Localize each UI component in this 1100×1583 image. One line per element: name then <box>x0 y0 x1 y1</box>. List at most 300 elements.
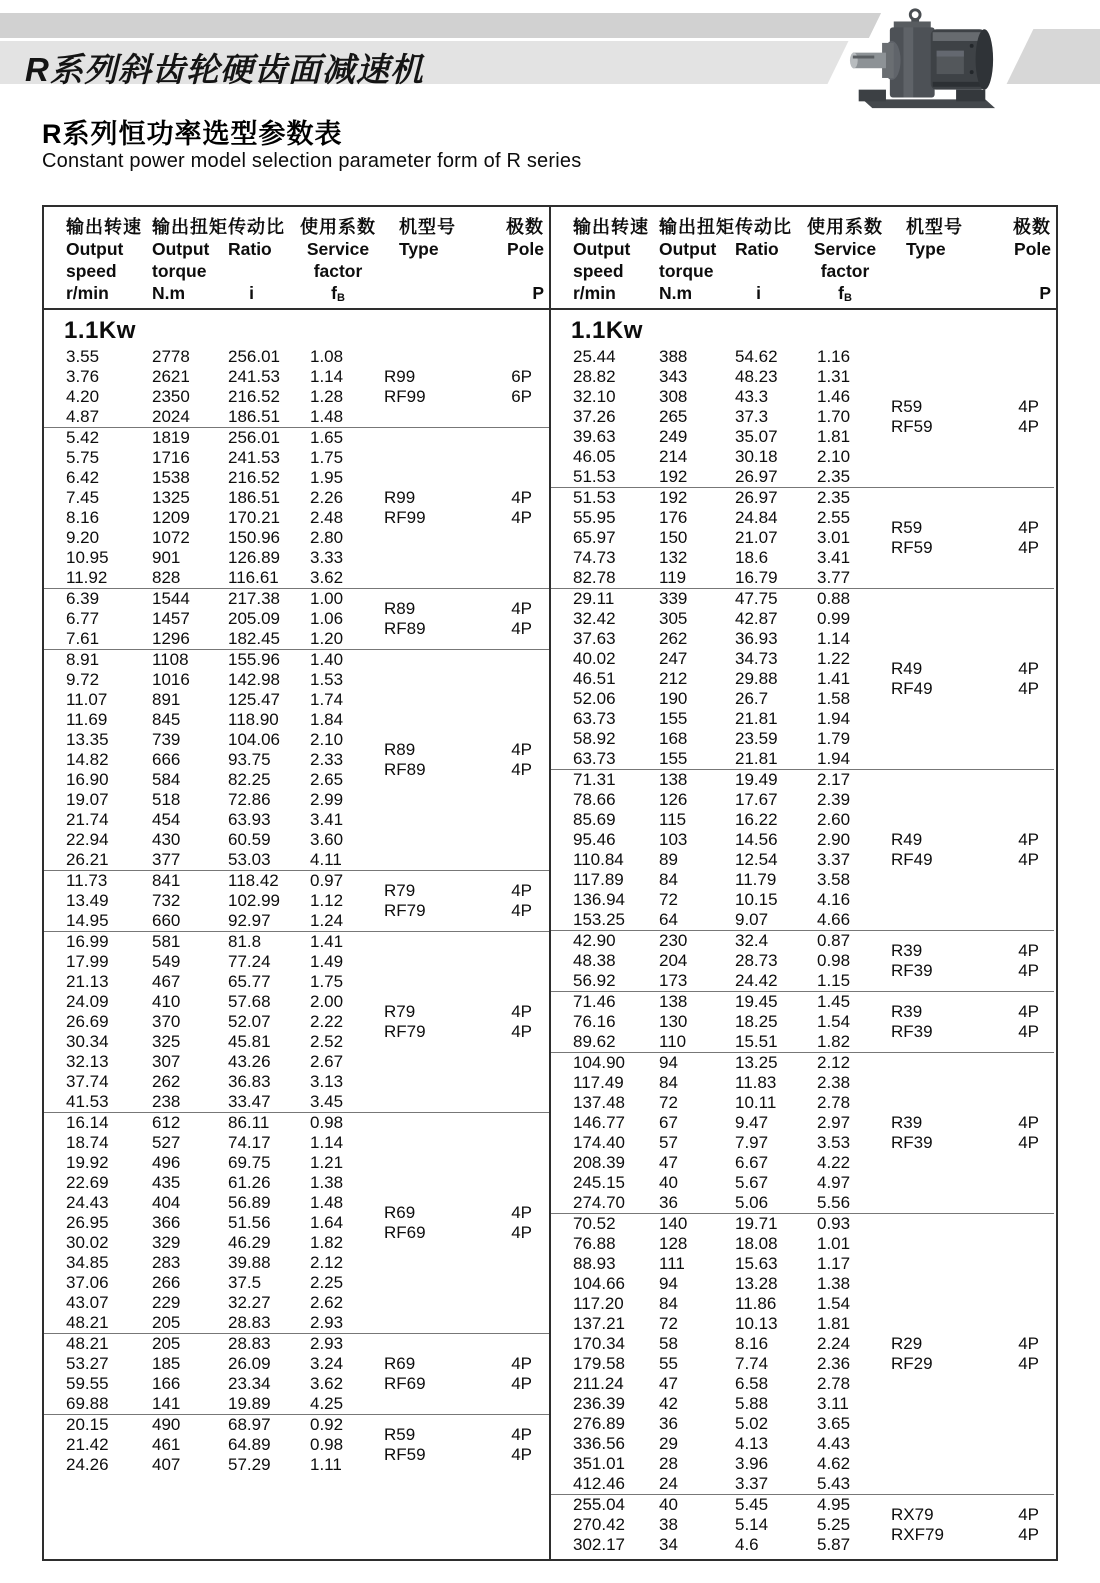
table-section <box>44 931 549 1112</box>
cell-speed: 137.21 <box>573 1314 625 1333</box>
cell-torque: 377 <box>152 850 181 869</box>
cell-ratio: 16.22 <box>735 810 778 829</box>
cell-speed: 26.95 <box>66 1213 109 1232</box>
pole-labels: 4P 4P <box>511 740 532 779</box>
cell-factor: 2.97 <box>817 1113 851 1132</box>
cell-factor: 2.93 <box>310 1313 344 1332</box>
cell-factor: 3.24 <box>310 1354 344 1373</box>
cell-ratio: 216.52 <box>228 468 280 487</box>
cell-ratio: 17.67 <box>735 790 778 809</box>
table-section <box>551 487 1054 588</box>
cell-torque: 28 <box>659 1454 678 1473</box>
cell-torque: 141 <box>152 1394 181 1413</box>
cell-ratio: 68.97 <box>228 1415 271 1434</box>
cell-speed: 117.49 <box>573 1073 624 1092</box>
cell-factor: 2.60 <box>817 810 851 829</box>
cell-ratio: 64.89 <box>228 1435 271 1454</box>
cell-factor: 5.25 <box>817 1515 851 1534</box>
table-header-left <box>44 207 549 308</box>
cell-ratio: 155.96 <box>228 650 280 669</box>
cell-torque: 262 <box>659 629 688 648</box>
cell-speed: 11.92 <box>66 568 108 587</box>
cell-speed: 16.90 <box>66 770 109 789</box>
cell-torque: 126 <box>659 790 688 809</box>
cell-torque: 168 <box>659 729 688 748</box>
cell-ratio: 63.93 <box>228 810 271 829</box>
cell-ratio: 23.34 <box>228 1374 271 1393</box>
cell-ratio: 217.38 <box>228 589 280 608</box>
table-section <box>551 769 1054 930</box>
cell-torque: 584 <box>152 770 181 789</box>
cell-factor: 1.06 <box>310 609 344 628</box>
cell-torque: 29 <box>659 1434 678 1453</box>
cell-torque: 1072 <box>152 528 190 547</box>
cell-factor: 3.41 <box>310 810 344 829</box>
cell-factor: 1.14 <box>310 367 344 386</box>
type-labels: R39 RF39 <box>891 1002 933 1041</box>
cell-speed: 58.92 <box>573 729 616 748</box>
cell-factor: 1.31 <box>817 367 851 386</box>
cell-factor: 0.99 <box>817 609 851 628</box>
cell-factor: 1.54 <box>817 1294 851 1313</box>
cell-ratio: 93.75 <box>228 750 271 769</box>
cell-torque: 1716 <box>152 448 190 467</box>
type-labels: R89 RF89 <box>384 740 426 779</box>
cell-factor: 3.77 <box>817 568 851 587</box>
cell-factor: 2.62 <box>310 1293 344 1312</box>
table-section <box>551 1052 1054 1213</box>
cell-ratio: 13.28 <box>735 1274 778 1293</box>
cell-factor: 1.08 <box>310 347 344 366</box>
cell-factor: 1.38 <box>310 1173 344 1192</box>
cell-speed: 43.07 <box>66 1293 109 1312</box>
cell-torque: 40 <box>659 1495 678 1514</box>
cell-ratio: 32.4 <box>735 931 769 950</box>
cell-torque: 549 <box>152 952 181 971</box>
cell-factor: 1.81 <box>817 1314 851 1333</box>
cell-factor: 2.26 <box>310 488 344 507</box>
cell-torque: 47 <box>659 1153 678 1172</box>
cell-speed: 11.69 <box>66 710 108 729</box>
table-section <box>44 1112 549 1333</box>
cell-factor: 5.56 <box>817 1193 851 1212</box>
cell-factor: 1.48 <box>310 1193 344 1212</box>
cell-torque: 238 <box>152 1092 181 1111</box>
cell-factor: 1.12 <box>310 891 344 910</box>
cell-torque: 192 <box>659 467 688 486</box>
cell-speed: 56.92 <box>573 971 616 990</box>
cell-factor: 2.24 <box>817 1334 851 1353</box>
cell-torque: 64 <box>659 910 678 929</box>
cell-ratio: 42.87 <box>735 609 778 628</box>
type-labels: R99 RF99 <box>384 488 426 527</box>
cell-ratio: 256.01 <box>228 347 280 366</box>
cell-ratio: 82.25 <box>228 770 271 789</box>
cell-speed: 52.06 <box>573 689 616 708</box>
cell-ratio: 33.47 <box>228 1092 271 1111</box>
cell-factor: 2.12 <box>817 1053 851 1072</box>
header-col-pole: 极数 Pole P <box>506 217 544 303</box>
cell-ratio: 6.58 <box>735 1374 769 1393</box>
cell-speed: 25.44 <box>573 347 616 366</box>
cell-torque: 410 <box>152 992 181 1011</box>
cell-factor: 4.97 <box>817 1173 851 1192</box>
cell-ratio: 86.11 <box>228 1113 270 1132</box>
cell-speed: 236.39 <box>573 1394 625 1413</box>
cell-speed: 110.84 <box>573 850 624 869</box>
cell-factor: 3.33 <box>310 548 344 567</box>
cell-factor: 1.24 <box>310 911 344 930</box>
cell-factor: 1.01 <box>817 1234 851 1253</box>
cell-torque: 119 <box>659 568 687 587</box>
cell-speed: 302.17 <box>573 1535 625 1554</box>
cell-factor: 1.46 <box>817 387 851 406</box>
banner-strip-right <box>1007 29 1100 84</box>
cell-speed: 48.21 <box>66 1334 109 1353</box>
cell-speed: 6.39 <box>66 589 100 608</box>
header-col-type: 机型号 Type <box>399 217 456 259</box>
cell-ratio: 28.73 <box>735 951 778 970</box>
cell-torque: 612 <box>152 1113 181 1132</box>
cell-ratio: 45.81 <box>228 1032 271 1051</box>
cell-torque: 891 <box>152 690 181 709</box>
cell-ratio: 118.90 <box>228 710 279 729</box>
cell-torque: 841 <box>152 871 181 890</box>
cell-speed: 20.15 <box>66 1415 109 1434</box>
pole-labels: 4P 4P <box>511 1354 532 1393</box>
cell-speed: 53.27 <box>66 1354 109 1373</box>
cell-ratio: 57.68 <box>228 992 271 1011</box>
cell-speed: 65.97 <box>573 528 616 547</box>
cell-factor: 5.43 <box>817 1474 851 1493</box>
cell-factor: 2.99 <box>310 790 344 809</box>
cell-speed: 24.43 <box>66 1193 109 1212</box>
table-section <box>551 991 1054 1052</box>
cell-speed: 37.74 <box>66 1072 109 1091</box>
cell-torque: 407 <box>152 1455 181 1474</box>
cell-speed: 34.85 <box>66 1253 109 1272</box>
cell-factor: 4.43 <box>817 1434 851 1453</box>
cell-ratio: 11.83 <box>735 1073 777 1092</box>
cell-speed: 51.53 <box>573 467 616 486</box>
table-section <box>44 870 549 931</box>
cell-torque: 130 <box>659 1012 688 1031</box>
cell-speed: 412.46 <box>573 1474 625 1493</box>
cell-torque: 214 <box>659 447 688 466</box>
cell-ratio: 170.21 <box>228 508 280 527</box>
cell-speed: 7.45 <box>66 488 100 507</box>
type-labels: R89 RF89 <box>384 599 426 638</box>
cell-factor: 2.10 <box>817 447 851 466</box>
cell-torque: 34 <box>659 1535 678 1554</box>
cell-ratio: 36.93 <box>735 629 778 648</box>
cell-speed: 351.01 <box>573 1454 625 1473</box>
cell-ratio: 26.09 <box>228 1354 271 1373</box>
cell-ratio: 11.79 <box>735 870 777 889</box>
cell-ratio: 47.75 <box>735 589 778 608</box>
cell-factor: 5.87 <box>817 1535 851 1554</box>
cell-ratio: 32.27 <box>228 1293 271 1312</box>
cell-factor: 2.78 <box>817 1374 851 1393</box>
cell-speed: 26.69 <box>66 1012 109 1031</box>
cell-factor: 1.54 <box>817 1012 851 1031</box>
cell-speed: 276.89 <box>573 1414 625 1433</box>
power-rating-label: 1.1Kw <box>64 317 136 344</box>
pole-labels: 4P 4P <box>1018 397 1039 436</box>
cell-ratio: 72.86 <box>228 790 271 809</box>
table-section <box>44 649 549 870</box>
type-labels: R69 RF69 <box>384 1354 426 1393</box>
cell-factor: 1.75 <box>310 448 344 467</box>
pole-labels: 4P 4P <box>1018 518 1039 557</box>
cell-factor: 3.62 <box>310 1374 344 1393</box>
cell-torque: 2350 <box>152 387 190 406</box>
cell-factor: 0.98 <box>817 951 851 970</box>
cell-ratio: 57.29 <box>228 1455 271 1474</box>
cell-speed: 13.35 <box>66 730 109 749</box>
cell-factor: 3.60 <box>310 830 344 849</box>
cell-speed: 270.42 <box>573 1515 625 1534</box>
pole-labels: 4P 4P <box>511 1425 532 1464</box>
header-col-factor: 使用系数 Service factor fB <box>807 217 883 304</box>
cell-speed: 63.73 <box>573 709 616 728</box>
cell-torque: 138 <box>659 770 688 789</box>
cell-torque: 1209 <box>152 508 190 527</box>
cell-torque: 1016 <box>152 670 190 689</box>
cell-factor: 1.64 <box>310 1213 344 1232</box>
cell-factor: 2.67 <box>310 1052 344 1071</box>
cell-speed: 32.10 <box>573 387 616 406</box>
cell-factor: 1.41 <box>310 932 344 951</box>
pole-labels: 6P 6P <box>511 367 532 406</box>
cell-torque: 262 <box>152 1072 181 1091</box>
cell-ratio: 43.3 <box>735 387 769 406</box>
cell-speed: 37.63 <box>573 629 616 648</box>
cell-speed: 104.66 <box>573 1274 625 1293</box>
cell-factor: 1.40 <box>310 650 344 669</box>
type-labels: R79 RF79 <box>384 1002 426 1041</box>
cell-torque: 150 <box>659 528 688 547</box>
cell-speed: 117.20 <box>573 1294 624 1313</box>
header-col-ratio: 传动比 Ratio i <box>735 217 792 303</box>
cell-ratio: 150.96 <box>228 528 280 547</box>
cell-ratio: 48.23 <box>735 367 778 386</box>
cell-torque: 2621 <box>152 367 190 386</box>
cell-ratio: 15.63 <box>735 1254 778 1273</box>
cell-factor: 2.52 <box>310 1032 344 1051</box>
cell-ratio: 205.09 <box>228 609 280 628</box>
cell-ratio: 142.98 <box>228 670 280 689</box>
cell-speed: 26.21 <box>66 850 109 869</box>
cell-speed: 48.21 <box>66 1313 109 1332</box>
header-col-pole: 极数 Pole P <box>1013 217 1051 303</box>
cell-factor: 1.21 <box>310 1153 344 1172</box>
cell-ratio: 10.11 <box>735 1093 777 1112</box>
cell-speed: 14.82 <box>66 750 109 769</box>
cell-torque: 435 <box>152 1173 181 1192</box>
cell-ratio: 10.15 <box>735 890 778 909</box>
cell-ratio: 77.24 <box>228 952 271 971</box>
cell-ratio: 81.8 <box>228 932 262 951</box>
cell-torque: 307 <box>152 1052 181 1071</box>
cell-torque: 370 <box>152 1012 181 1031</box>
cell-speed: 88.93 <box>573 1254 616 1273</box>
cell-factor: 4.16 <box>817 890 851 909</box>
cell-torque: 111 <box>659 1254 685 1273</box>
type-labels: R39 RF39 <box>891 1113 933 1152</box>
cell-torque: 36 <box>659 1193 678 1212</box>
cell-torque: 155 <box>659 749 688 768</box>
cell-speed: 137.48 <box>573 1093 625 1112</box>
cell-ratio: 36.83 <box>228 1072 271 1091</box>
cell-torque: 366 <box>152 1213 181 1232</box>
cell-torque: 67 <box>659 1113 678 1132</box>
pole-labels: 4P 4P <box>511 488 532 527</box>
cell-speed: 14.95 <box>66 911 109 930</box>
cell-ratio: 5.06 <box>735 1193 769 1212</box>
cell-speed: 21.42 <box>66 1435 109 1454</box>
cell-ratio: 19.71 <box>735 1214 778 1233</box>
cell-speed: 37.06 <box>66 1273 109 1292</box>
cell-speed: 85.69 <box>573 810 616 829</box>
cell-torque: 36 <box>659 1414 678 1433</box>
cell-speed: 336.56 <box>573 1434 625 1453</box>
cell-speed: 95.46 <box>573 830 616 849</box>
cell-speed: 71.31 <box>573 770 616 789</box>
cell-torque: 55 <box>659 1354 678 1373</box>
cell-torque: 430 <box>152 830 181 849</box>
cell-factor: 4.66 <box>817 910 851 929</box>
cell-speed: 22.94 <box>66 830 109 849</box>
cell-factor: 1.49 <box>310 952 344 971</box>
cell-factor: 1.28 <box>310 387 344 406</box>
banner-strip-top <box>0 13 881 38</box>
cell-ratio: 19.89 <box>228 1394 271 1413</box>
pole-labels: 4P 4P <box>1018 1505 1039 1544</box>
cell-ratio: 74.17 <box>228 1133 271 1152</box>
cell-ratio: 4.6 <box>735 1535 759 1554</box>
cell-speed: 32.13 <box>66 1052 109 1071</box>
parameter-table <box>42 205 1058 1561</box>
cell-speed: 19.07 <box>66 790 109 809</box>
cell-ratio: 24.84 <box>735 508 778 527</box>
cell-ratio: 241.53 <box>228 367 280 386</box>
cell-speed: 117.89 <box>573 870 624 889</box>
cell-factor: 2.38 <box>817 1073 851 1092</box>
cell-ratio: 4.13 <box>735 1434 769 1453</box>
cell-factor: 2.39 <box>817 790 851 809</box>
cell-factor: 2.00 <box>310 992 344 1011</box>
table-section <box>44 347 549 427</box>
cell-speed: 174.40 <box>573 1133 625 1152</box>
type-labels: RX79 RXF79 <box>891 1505 944 1544</box>
cell-torque: 47 <box>659 1374 678 1393</box>
cell-ratio: 102.99 <box>228 891 280 910</box>
cell-speed: 5.42 <box>66 428 100 447</box>
cell-torque: 58 <box>659 1334 678 1353</box>
cell-ratio: 26.7 <box>735 689 769 708</box>
cell-ratio: 5.45 <box>735 1495 769 1514</box>
cell-torque: 388 <box>659 347 688 366</box>
cell-torque: 38 <box>659 1515 678 1534</box>
cell-torque: 581 <box>152 932 181 951</box>
cell-ratio: 28.83 <box>228 1334 271 1353</box>
cell-factor: 1.53 <box>310 670 344 689</box>
cell-factor: 1.81 <box>817 427 851 446</box>
cell-speed: 8.91 <box>66 650 100 669</box>
cell-ratio: 37.5 <box>228 1273 262 1292</box>
header-col-speed: 输出转速 Output speed r/min <box>573 217 649 303</box>
cell-factor: 2.22 <box>310 1012 344 1031</box>
pole-labels: 4P 4P <box>511 599 532 638</box>
cell-torque: 339 <box>659 589 688 608</box>
cell-ratio: 21.81 <box>735 749 778 768</box>
cell-factor: 1.74 <box>310 690 344 709</box>
cell-ratio: 26.97 <box>735 488 778 507</box>
cell-speed: 245.15 <box>573 1173 625 1192</box>
cell-ratio: 56.89 <box>228 1193 271 1212</box>
table-section <box>551 588 1054 769</box>
cell-torque: 229 <box>152 1293 181 1312</box>
cell-torque: 527 <box>152 1133 181 1152</box>
cell-factor: 2.33 <box>310 750 344 769</box>
cell-factor: 1.84 <box>310 710 344 729</box>
cell-factor: 1.82 <box>310 1233 344 1252</box>
cell-factor: 0.97 <box>310 871 344 890</box>
cell-speed: 6.42 <box>66 468 100 487</box>
cell-torque: 155 <box>659 709 688 728</box>
cell-speed: 274.70 <box>573 1193 625 1212</box>
cell-torque: 266 <box>152 1273 181 1292</box>
header-col-factor: 使用系数 Service factor fB <box>300 217 376 304</box>
cell-torque: 490 <box>152 1415 181 1434</box>
cell-ratio: 29.88 <box>735 669 778 688</box>
cell-speed: 71.46 <box>573 992 616 1011</box>
cell-ratio: 39.88 <box>228 1253 271 1272</box>
cell-ratio: 10.13 <box>735 1314 778 1333</box>
cell-torque: 666 <box>152 750 181 769</box>
cell-ratio: 125.47 <box>228 690 280 709</box>
cell-speed: 16.14 <box>66 1113 109 1132</box>
cell-ratio: 28.83 <box>228 1313 271 1332</box>
cell-torque: 329 <box>152 1233 181 1252</box>
cell-speed: 37.26 <box>573 407 616 426</box>
cell-torque: 42 <box>659 1394 678 1413</box>
cell-factor: 4.62 <box>817 1454 851 1473</box>
cell-factor: 1.79 <box>817 729 851 748</box>
cell-ratio: 5.14 <box>735 1515 769 1534</box>
cell-ratio: 118.42 <box>228 871 279 890</box>
cell-ratio: 21.07 <box>735 528 778 547</box>
cell-torque: 518 <box>152 790 181 809</box>
cell-ratio: 182.45 <box>228 629 280 648</box>
cell-ratio: 5.02 <box>735 1414 769 1433</box>
table-section <box>44 427 549 588</box>
cell-speed: 41.53 <box>66 1092 109 1111</box>
table-body-right <box>549 310 1054 1559</box>
cell-factor: 3.58 <box>817 870 851 889</box>
cell-speed: 63.73 <box>573 749 616 768</box>
cell-torque: 265 <box>659 407 688 426</box>
pole-labels: 4P 4P <box>511 881 532 920</box>
type-labels: R49 RF49 <box>891 830 933 869</box>
table-section <box>551 1494 1054 1555</box>
table-section <box>551 930 1054 991</box>
cell-factor: 1.70 <box>817 407 851 426</box>
cell-speed: 4.87 <box>66 407 100 426</box>
cell-speed: 28.82 <box>573 367 616 386</box>
cell-ratio: 7.97 <box>735 1133 769 1152</box>
